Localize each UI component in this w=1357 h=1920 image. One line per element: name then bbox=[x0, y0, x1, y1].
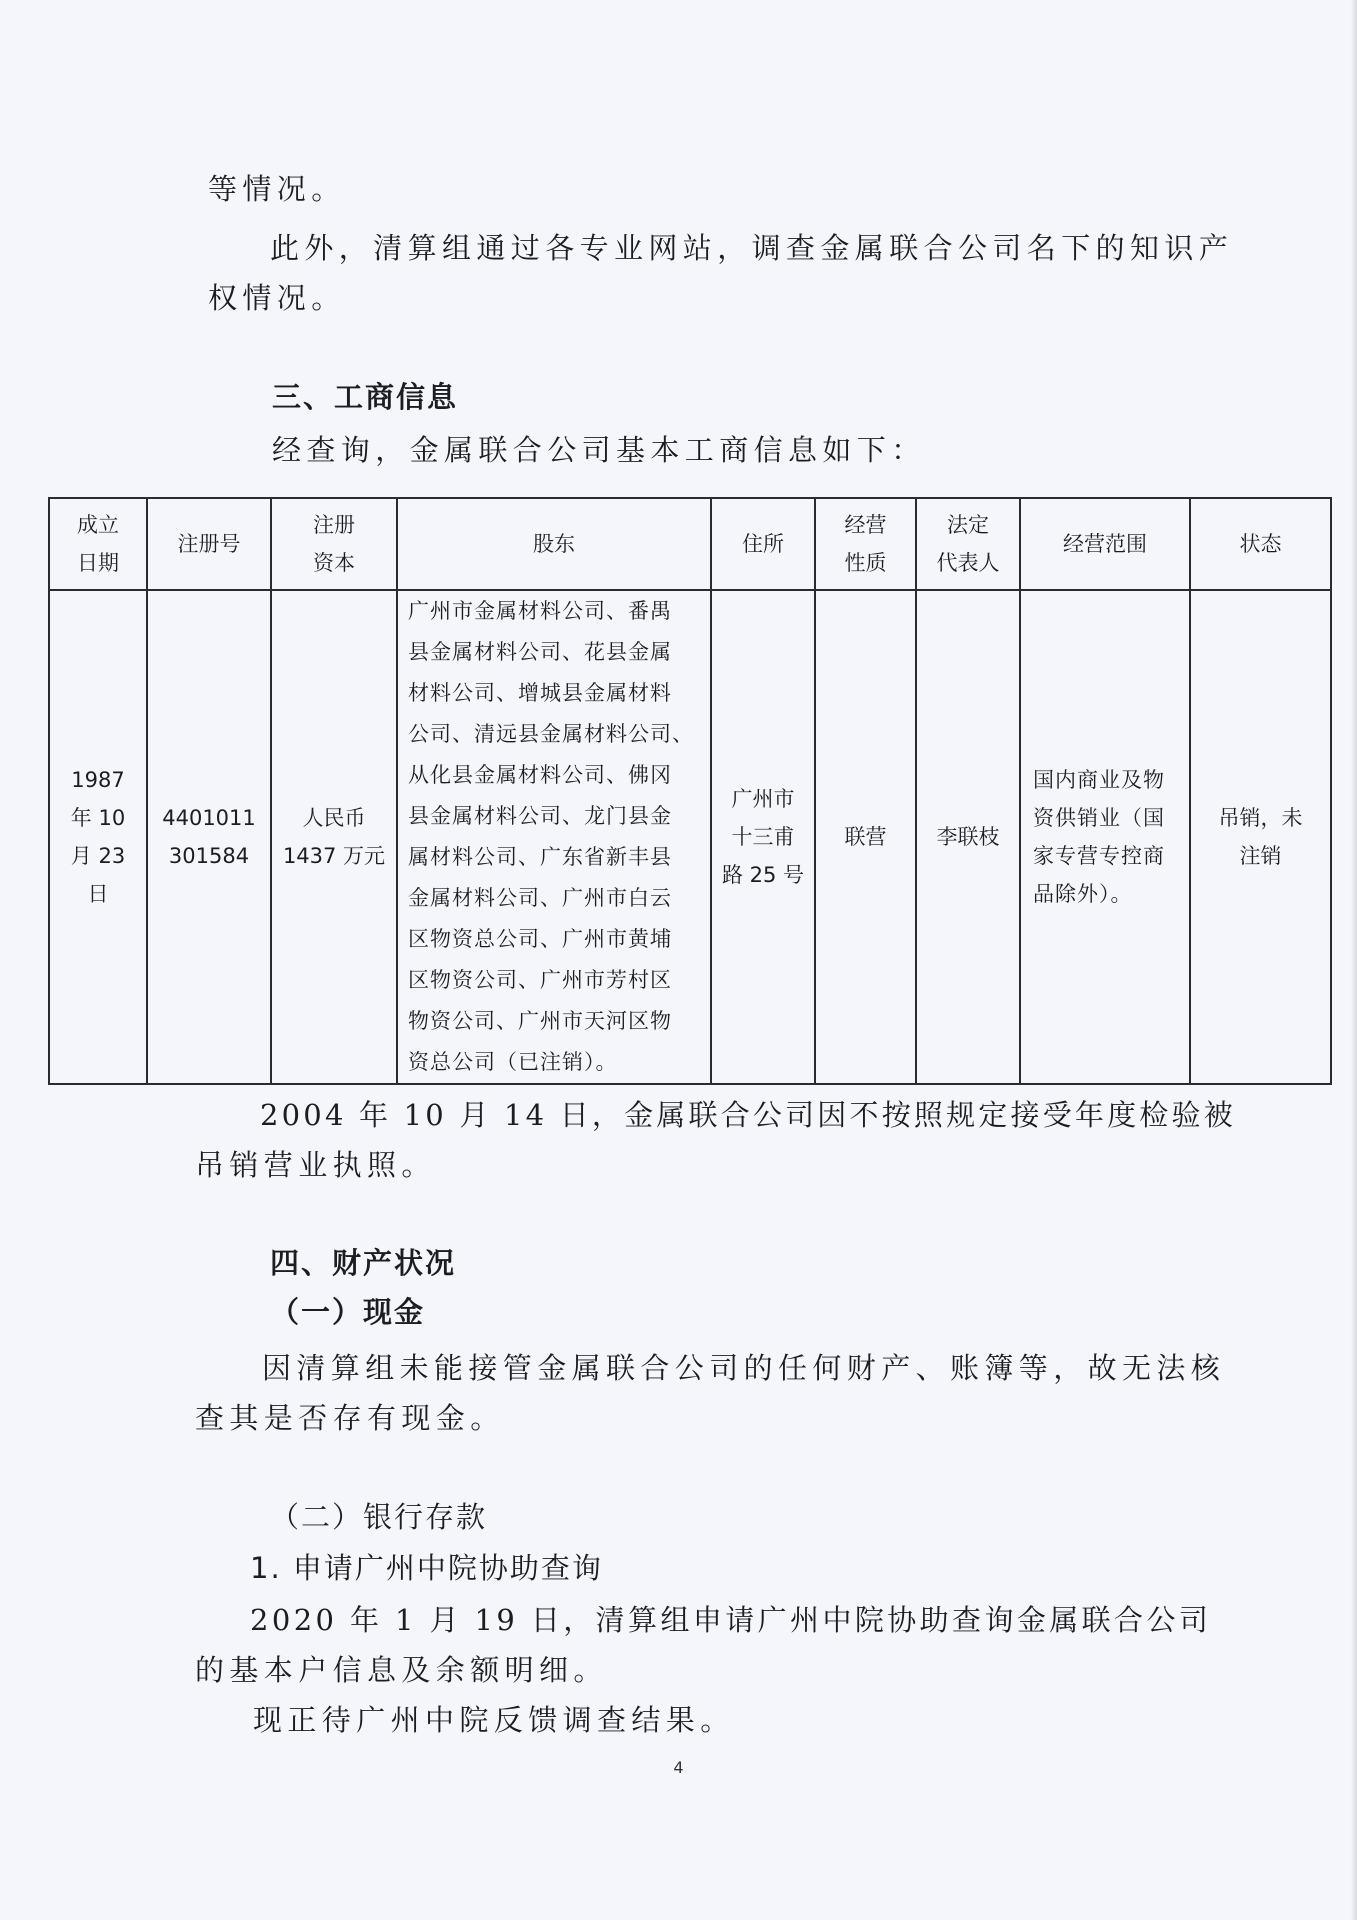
paragraph-line: 因清算组未能接管金属联合公司的任何财产、账簿等，故无法核 bbox=[262, 1351, 1226, 1385]
cell-scope: 国内商业及物 资供销业（国 家专营专控商 品除外）。 bbox=[1020, 590, 1190, 1084]
header-scope: 经营范围 bbox=[1020, 498, 1190, 590]
cell-shareholders: 广州市金属材料公司、番禺 县金属材料公司、花县金属 材料公司、增城县金属材料 公司、清远县金属材料公司、 从化县金属材料公司、佛冈 县金属材料公司、龙门县金 属材料公司、广东省新丰县 金属材料公司、广州市白云 区物资总公司、广州市黄埔 区物资公司、广州市芳村区 物资公司、广州市天河区物 资总公司（已注销）。 bbox=[397, 590, 711, 1084]
cell-legal-rep: 李联枝 bbox=[916, 590, 1020, 1084]
header-date: 成立 日期 bbox=[49, 498, 147, 590]
cell-date: 1987 年 10 月 23 日 bbox=[49, 590, 147, 1084]
business-info-table bbox=[48, 497, 1332, 1085]
header-capital: 注册 资本 bbox=[271, 498, 397, 590]
header-reg-no: 注册号 bbox=[147, 498, 271, 590]
cell-capital: 人民币 1437 万元 bbox=[271, 590, 397, 1084]
paragraph-line: 等情况。 bbox=[208, 172, 346, 206]
page-number: 4 bbox=[673, 1758, 684, 1777]
subsection-heading: （一）现金 bbox=[270, 1295, 426, 1329]
table-row bbox=[49, 590, 1331, 1084]
cell-status: 吊销，未 注销 bbox=[1190, 590, 1331, 1084]
paragraph-line: 经查询，金属联合公司基本工商信息如下： bbox=[272, 433, 926, 467]
paragraph-line: 此外，清算组通过各专业网站，调查金属联合公司名下的知识产 bbox=[270, 231, 1234, 265]
subsection-heading: （二）银行存款 bbox=[270, 1500, 488, 1534]
header-address: 住所 bbox=[711, 498, 815, 590]
cell-reg-no: 4401011 301584 bbox=[147, 590, 271, 1084]
header-nature: 经营 性质 bbox=[815, 498, 916, 590]
section-heading: 三、工商信息 bbox=[272, 380, 459, 414]
paragraph-line: 2004 年 10 月 14 日，金属联合公司因不按照规定接受年度检验被 bbox=[260, 1098, 1236, 1132]
table-header-row bbox=[49, 498, 1331, 590]
item-heading: 1. 申请广州中院协助查询 bbox=[250, 1551, 603, 1585]
section-heading: 四、财产状况 bbox=[270, 1246, 457, 1280]
header-legal-rep: 法定 代表人 bbox=[916, 498, 1020, 590]
cell-nature: 联营 bbox=[815, 590, 916, 1084]
header-status: 状态 bbox=[1190, 498, 1331, 590]
paragraph-line: 2020 年 1 月 19 日，清算组申请广州中院协助查询金属联合公司 bbox=[250, 1603, 1212, 1637]
paragraph-line: 现正待广州中院反馈调查结果。 bbox=[253, 1703, 735, 1737]
paragraph-line: 的基本户信息及余额明细。 bbox=[195, 1653, 608, 1687]
header-shareholders: 股东 bbox=[397, 498, 711, 590]
scan-edge-shadow bbox=[1351, 0, 1357, 1920]
paragraph-line: 权情况。 bbox=[208, 281, 346, 315]
cell-address: 广州市 十三甫 路 25 号 bbox=[711, 590, 815, 1084]
paragraph-line: 查其是否存有现金。 bbox=[195, 1401, 505, 1435]
paragraph-line: 吊销营业执照。 bbox=[195, 1148, 436, 1182]
